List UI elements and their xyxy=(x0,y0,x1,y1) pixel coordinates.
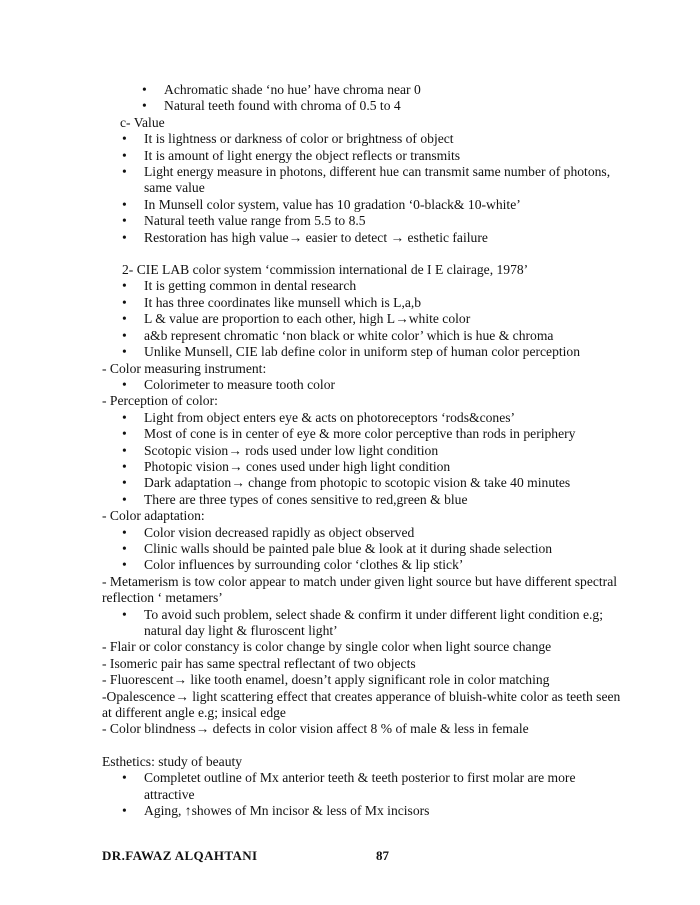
section-heading: Esthetics: study of beauty xyxy=(102,753,243,769)
page-number: 87 xyxy=(376,848,389,863)
list-item: • Natural teeth found with chroma of 0.5 to 4 xyxy=(142,98,622,114)
list-item: • Color vision decreased rapidly as object observed xyxy=(122,525,622,541)
page-footer xyxy=(102,848,622,866)
list-item: • Dark adaptation→ change from photopic to scotopic vision & take 40 minutes xyxy=(122,475,622,491)
list-item: • a&b represent chromatic ‘non black or white color’ which is hue & chroma xyxy=(122,328,622,344)
list-item: • L & value are proportion to each other, high L→white color xyxy=(122,311,622,327)
paragraph: - Color blindness→ defects in color vision affect 8 % of male & less in female xyxy=(102,721,529,737)
list-item: • Color influences by surrounding color ‘clothes & lip stick’ xyxy=(122,557,622,573)
list-item: • Aging, ↑showes of Mn incisor & less of Mx incisors xyxy=(122,803,622,819)
paragraph: -Opalescence→ light scattering effect that creates apperance of bluish-white color as teeth seen at different angle e.g; insical edge xyxy=(102,688,621,721)
list-item: • Unlike Munsell, CIE lab define color in uniform step of human color perception xyxy=(122,344,622,360)
list-item: • There are three types of cones sensitive to red,green & blue xyxy=(122,492,622,508)
list-item: • To avoid such problem, select shade & confirm it under different light condition e.g; natural day light & fluroscent light’ xyxy=(122,607,622,640)
list-item: • Restoration has high value→ easier to detect → esthetic failure xyxy=(122,230,622,246)
list-item: • Photopic vision→ cones used under high light condition xyxy=(122,459,622,475)
list-item: • Natural teeth value range from 5.5 to 8.5 xyxy=(122,213,622,229)
footer-author: DR.FAWAZ ALQAHTANI xyxy=(102,848,258,863)
list-item: • Achromatic shade ‘no hue’ have chroma near 0 xyxy=(142,82,622,98)
list-item: • Clinic walls should be painted pale blue & look at it during shade selection xyxy=(122,541,622,557)
list-item: • It is amount of light energy the object reflects or transmits xyxy=(122,148,622,164)
section-heading: c- Value xyxy=(120,114,165,130)
list-item: • Colorimeter to measure tooth color xyxy=(122,377,622,393)
section-heading: - Perception of color: xyxy=(102,393,218,409)
list-item: • It is lightness or darkness of color or brightness of object xyxy=(122,131,622,147)
list-item: • Completet outline of Mx anterior teeth & teeth posterior to first molar are more attractive xyxy=(122,770,622,803)
paragraph: - Isomeric pair has same spectral reflectant of two objects xyxy=(102,655,416,671)
paragraph: - Flair or color constancy is color change by single color when light source change xyxy=(102,639,552,655)
spacer xyxy=(102,246,622,262)
list-item: • Light energy measure in photons, different hue can transmit same number of photons, same value xyxy=(122,164,622,197)
list-item: • Scotopic vision→ rods used under low light condition xyxy=(122,443,622,459)
paragraph: - Metamerism is tow color appear to match under given light source but have different spectral reflection ‘ metamers’ xyxy=(102,573,618,606)
paragraph: - Fluorescent→ like tooth enamel, doesn’t apply significant role in color matching xyxy=(102,672,550,688)
page-content xyxy=(102,82,622,819)
list-item: • It is getting common in dental research xyxy=(122,278,622,294)
list-item: • In Munsell color system, value has 10 gradation ‘0-black& 10-white’ xyxy=(122,197,622,213)
spacer xyxy=(102,738,622,754)
section-heading: 2- CIE LAB color system ‘commission international de I E clairage, 1978’ xyxy=(122,262,529,278)
list-item: • It has three coordinates like munsell which is L,a,b xyxy=(122,295,622,311)
section-heading: - Color adaptation: xyxy=(102,508,205,524)
list-item: • Light from object enters eye & acts on photoreceptors ‘rods&cones’ xyxy=(122,410,622,426)
list-item: • Most of cone is in center of eye & more color perceptive than rods in periphery xyxy=(122,426,622,442)
section-heading: - Color measuring instrument: xyxy=(102,360,267,376)
